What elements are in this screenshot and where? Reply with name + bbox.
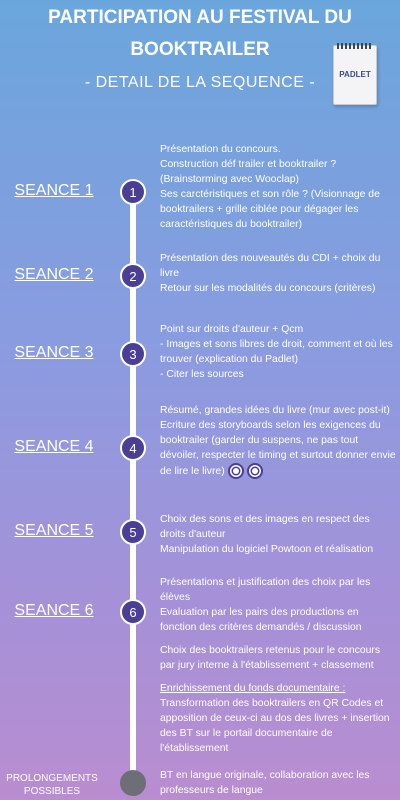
seance-6-marker: 6 bbox=[120, 599, 146, 625]
seance-4-marker: 4 bbox=[120, 435, 146, 461]
seance-2-line: Retour sur les modalités du concours (critères) bbox=[160, 283, 376, 294]
seance-3-marker: 3 bbox=[120, 341, 146, 367]
seance-6-label: SEANCE 6 bbox=[14, 602, 94, 619]
prolongements-marker bbox=[120, 770, 146, 796]
seance-4-line bbox=[160, 418, 396, 479]
seance-1-marker: 1 bbox=[120, 179, 146, 205]
seance-5-description bbox=[160, 512, 396, 557]
padlet-label: PADLET bbox=[339, 70, 371, 79]
seance-1-label: SEANCE 1 bbox=[14, 182, 94, 199]
prolongements-label-line: PROLONGEMENTS bbox=[6, 773, 98, 784]
seance-5-marker: 5 bbox=[120, 519, 146, 545]
eye-icon[interactable] bbox=[247, 463, 263, 479]
page-title-line-1: PARTICIPATION AU FESTIVAL DU bbox=[48, 7, 352, 28]
seance-5-line: Manipulation du logiciel Powtoon et réalisation bbox=[160, 544, 374, 555]
seance-6-extra: Choix des booktrailers retenus pour le concours par jury interne à l'établissement + classement bbox=[160, 645, 381, 671]
seance-3-label: SEANCE 3 bbox=[14, 344, 94, 361]
seance-3-line: - Citer les sources bbox=[160, 369, 244, 380]
seance-1-line: Construction déf trailer et booktrailer ? bbox=[160, 159, 337, 170]
seance-1-line: (Brainstorming avec Wooclap) bbox=[160, 174, 299, 185]
prolongements-label-line: POSSIBLES bbox=[23, 786, 81, 797]
seance-3-line: - Images et sons libres de droit, comment et où les trouver (explication du Padlet) bbox=[160, 339, 393, 365]
seance-3-line: Point sur droits d'auteur + Qcm bbox=[160, 324, 304, 335]
seance-5-line: Choix des sons et des images en respect des droits d'auteur bbox=[160, 514, 370, 540]
seance-1-line: Présentation du concours. bbox=[160, 144, 281, 155]
seance-2-marker: 2 bbox=[120, 263, 146, 289]
padlet-link[interactable] bbox=[333, 45, 377, 105]
seance-2-label: SEANCE 2 bbox=[14, 266, 94, 283]
seance-4-description bbox=[160, 403, 396, 479]
seance-4-line-text: Ecriture des storyboards selon les exigences du booktrailer (garder du suspens, ne pas tout dévoiler, respecter le timing et surtout donner envie de lire le livre) bbox=[160, 420, 396, 477]
enrichment-text: Transformation des booktrailers en QR Codes et apposition de ceux-ci au dos des livres + insertion des BT sur le portail documentaire de l'établissement bbox=[160, 698, 390, 754]
notebook-spiral-icon bbox=[337, 43, 373, 49]
seance-2-line: Présentation des nouveautés du CDI + choix du livre bbox=[160, 253, 381, 279]
page-subtitle: - DETAIL DE LA SEQUENCE - bbox=[84, 74, 316, 91]
seance-3-description bbox=[160, 322, 396, 382]
seance-6-line: Evaluation par les pairs des productions en fonction des critères demandés / discussion bbox=[160, 607, 362, 633]
seance-4-line: Résumé, grandes idées du livre (mur avec post-it) bbox=[160, 405, 390, 416]
prolongements-label bbox=[0, 772, 104, 798]
eye-icon[interactable] bbox=[228, 463, 244, 479]
seance-4-label: SEANCE 4 bbox=[14, 438, 94, 455]
seance-6-line: Présentations et justification des choix par les élèves bbox=[160, 577, 371, 603]
seance-5-label: SEANCE 5 bbox=[14, 522, 94, 539]
page-title-line-2: BOOKTRAILER bbox=[130, 39, 270, 60]
seance-2-description bbox=[160, 251, 396, 296]
seance-1-description bbox=[160, 142, 396, 232]
seance-1-line: Ses carctéristiques et son rôle ? (Visionnage de booktrailers + grille ciblée pour dégager les caractéristiques du booktrailer) bbox=[160, 189, 380, 230]
enrichment-title: Enrichissement du fonds documentaire : bbox=[160, 683, 346, 694]
prolongements-text: BT en langue originale, collaboration avec les professeurs de langue bbox=[160, 770, 370, 796]
seance-6-description bbox=[160, 575, 396, 756]
